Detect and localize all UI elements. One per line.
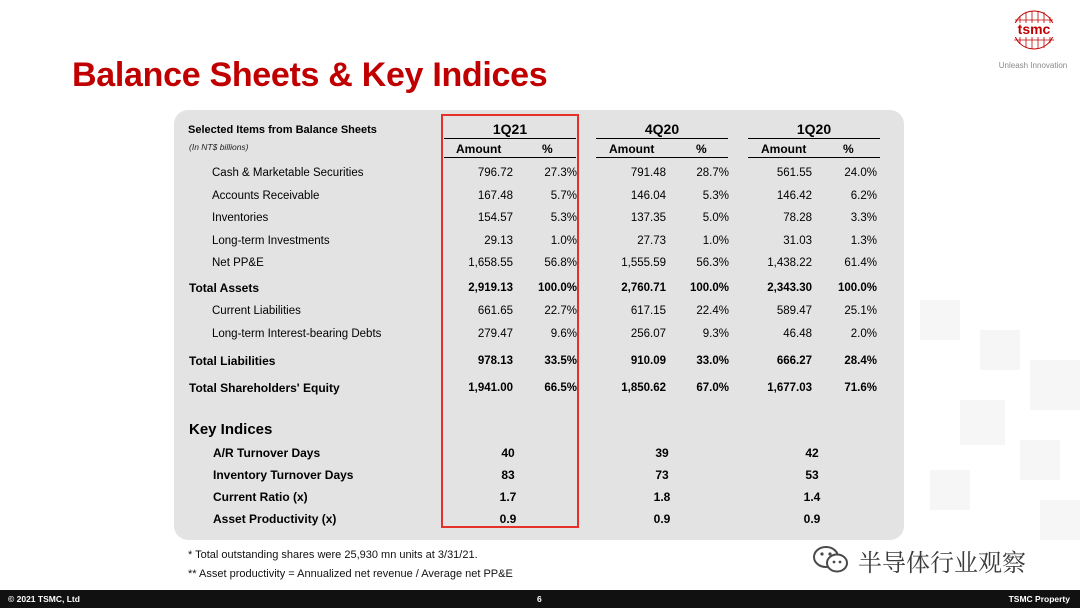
amount-cell: 1,438.22: [767, 257, 812, 269]
period-1q21: 1Q21: [492, 121, 528, 137]
percent-cell: 5.3%: [702, 190, 729, 202]
watermark-text: 半导体行业观察: [858, 548, 1026, 577]
amount-cell: 978.13: [477, 355, 513, 367]
percent-cell: 5.7%: [550, 190, 577, 202]
period-1q20: 1Q20: [796, 121, 832, 137]
percent-cell: 1.0%: [550, 235, 577, 247]
amount-cell: 1,658.55: [468, 257, 513, 269]
percent-cell: 28.4%: [844, 355, 877, 367]
row-label: Cash & Marketable Securities: [212, 167, 364, 179]
current-quarter-highlight: [441, 114, 579, 528]
table-subheader: (In NT$ billions): [189, 142, 249, 152]
row-label: Total Assets: [189, 281, 260, 295]
key-index-value: 0.9: [653, 512, 671, 526]
amount-cell: 78.28: [783, 212, 812, 224]
key-index-label: Inventory Turnover Days: [213, 468, 354, 482]
period-underline: [596, 138, 728, 139]
key-index-value: 1.8: [653, 490, 671, 504]
footer-copyright: © 2021 TSMC, Ltd: [8, 594, 80, 604]
amount-cell: 31.03: [783, 235, 812, 247]
period-underline: [748, 138, 880, 139]
row-label: Total Shareholders' Equity: [189, 381, 340, 395]
amount-cell: 1,941.00: [468, 382, 513, 394]
row-label: Total Liabilities: [189, 354, 276, 368]
key-index-value: 0.9: [499, 512, 517, 526]
percent-cell: 33.0%: [696, 355, 729, 367]
amount-cell: 167.48: [477, 190, 513, 202]
amount-cell: 46.48: [783, 328, 812, 340]
amount-cell: 27.73: [637, 235, 666, 247]
background-square: [1030, 360, 1080, 410]
percent-cell: 27.3%: [544, 167, 577, 179]
page-number: 6: [537, 594, 542, 604]
key-index-label: Asset Productivity (x): [213, 512, 337, 526]
percent-cell: 5.3%: [550, 212, 577, 224]
amount-cell: 279.47: [477, 328, 513, 340]
percent-cell: 3.3%: [850, 212, 877, 224]
key-index-value: 83: [501, 468, 515, 482]
amount-cell: 617.15: [630, 305, 666, 317]
percent-cell: 9.6%: [550, 328, 577, 340]
amount-cell: 29.13: [484, 235, 513, 247]
footnote-shares: * Total outstanding shares were 25,930 mn units at 3/31/21.: [188, 549, 478, 561]
background-square: [920, 300, 960, 340]
background-square: [930, 470, 970, 510]
wechat-icon: [812, 544, 850, 576]
row-label: Net PP&E: [212, 257, 264, 269]
footer-bar: [0, 590, 1080, 608]
background-square: [1040, 500, 1080, 540]
amount-cell: 1,555.59: [621, 257, 666, 269]
tsmc-logo: [1006, 8, 1062, 52]
amount-cell: 2,919.13: [468, 282, 513, 294]
percent-cell: 22.4%: [696, 305, 729, 317]
percent-cell: 56.8%: [544, 257, 577, 269]
percent-cell: 71.6%: [844, 382, 877, 394]
key-index-value: 0.9: [803, 512, 821, 526]
column-header-underline: [596, 157, 728, 158]
percent-cell: 100.0%: [689, 282, 729, 294]
svg-text:tsmc: tsmc: [1017, 21, 1051, 37]
key-index-value: 73: [655, 468, 669, 482]
percent-cell: 5.0%: [702, 212, 729, 224]
key-index-value: 53: [805, 468, 819, 482]
percent-cell: 100.0%: [537, 282, 577, 294]
table-header: Selected Items from Balance Sheets: [188, 124, 377, 136]
amount-cell: 666.27: [776, 355, 812, 367]
percent-cell: 24.0%: [844, 167, 877, 179]
key-index-label: A/R Turnover Days: [213, 446, 321, 460]
percent-cell: 25.1%: [844, 305, 877, 317]
row-label: Long-term Interest-bearing Debts: [212, 328, 382, 340]
key-index-value: 40: [501, 446, 515, 460]
amount-cell: 2,760.71: [621, 282, 666, 294]
amount-cell: 146.04: [630, 190, 666, 202]
col-amount: Amount: [456, 142, 502, 156]
amount-cell: 589.47: [776, 305, 812, 317]
row-label: Current Liabilities: [212, 305, 301, 317]
amount-cell: 796.72: [477, 167, 513, 179]
period-4q20: 4Q20: [644, 121, 680, 137]
col-amount: Amount: [761, 142, 807, 156]
percent-cell: 1.0%: [702, 235, 729, 247]
column-header-underline: [748, 157, 880, 158]
amount-cell: 1,850.62: [621, 382, 666, 394]
percent-cell: 67.0%: [696, 382, 729, 394]
key-index-value: 1.7: [499, 490, 517, 504]
key-indices-title: Key Indices: [189, 421, 273, 438]
logo-tagline: Unleash Innovation: [998, 61, 1068, 70]
key-index-value: 39: [655, 446, 669, 460]
background-square: [980, 330, 1020, 370]
page-title: Balance Sheets & Key Indices: [72, 56, 548, 94]
background-square: [960, 400, 1005, 445]
amount-cell: 661.65: [477, 305, 513, 317]
percent-cell: 9.3%: [702, 328, 729, 340]
amount-cell: 1,677.03: [767, 382, 812, 394]
col-pct: %: [696, 142, 707, 156]
col-amount: Amount: [609, 142, 655, 156]
percent-cell: 61.4%: [844, 257, 877, 269]
percent-cell: 6.2%: [850, 190, 877, 202]
percent-cell: 28.7%: [696, 167, 729, 179]
amount-cell: 910.09: [630, 355, 666, 367]
amount-cell: 256.07: [630, 328, 666, 340]
row-label: Inventories: [212, 212, 269, 224]
col-pct: %: [843, 142, 854, 156]
percent-cell: 2.0%: [850, 328, 877, 340]
key-index-label: Current Ratio (x): [213, 490, 308, 504]
amount-cell: 146.42: [776, 190, 812, 202]
key-index-value: 1.4: [803, 490, 821, 504]
amount-cell: 154.57: [477, 212, 513, 224]
percent-cell: 33.5%: [544, 355, 577, 367]
amount-cell: 137.35: [630, 212, 666, 224]
amount-cell: 561.55: [776, 167, 812, 179]
row-label: Accounts Receivable: [212, 190, 320, 202]
amount-cell: 791.48: [630, 167, 666, 179]
row-label: Long-term Investments: [212, 235, 330, 247]
footnote-asset-productivity: ** Asset productivity = Annualized net revenue / Average net PP&E: [188, 568, 513, 580]
background-square: [1020, 440, 1060, 480]
percent-cell: 66.5%: [544, 382, 577, 394]
footer-property: TSMC Property: [1008, 594, 1070, 604]
percent-cell: 100.0%: [837, 282, 877, 294]
amount-cell: 2,343.30: [767, 282, 812, 294]
percent-cell: 22.7%: [544, 305, 577, 317]
wechat-watermark: [812, 541, 1026, 579]
key-index-value: 42: [805, 446, 819, 460]
col-pct: %: [542, 142, 553, 156]
percent-cell: 1.3%: [850, 235, 877, 247]
percent-cell: 56.3%: [696, 257, 729, 269]
